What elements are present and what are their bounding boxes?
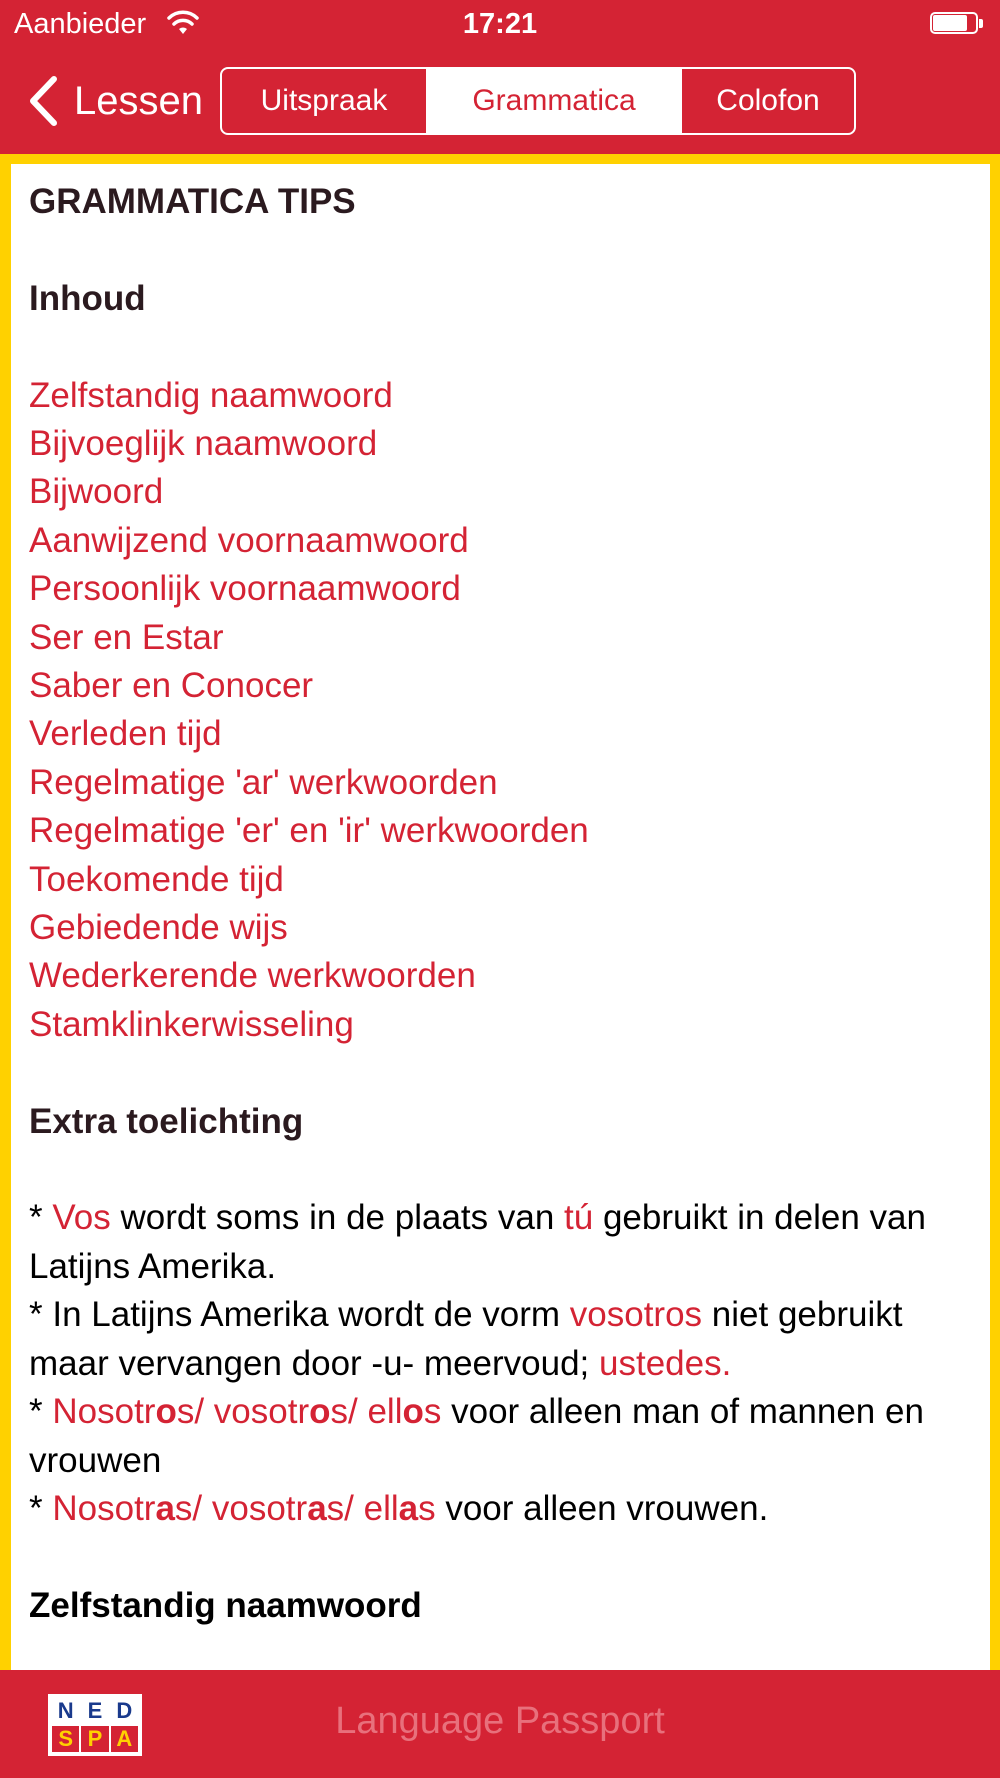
- note-vos: * Vos wordt soms in de plaats van tú gebruikt in delen van Latijns Amerika.: [29, 1198, 926, 1286]
- toc-link-saber-en-conocer[interactable]: Saber en Conocer: [29, 666, 314, 706]
- toc-link-stamklinkerwisseling[interactable]: Stamklinkerwisseling: [29, 1004, 354, 1044]
- toc-link-regelmatige-er-ir[interactable]: Regelmatige 'er' en 'ir' werkwoorden: [29, 811, 589, 851]
- content-frame: [0, 154, 1000, 1670]
- section-heading-zelfstandig-naamwoord: Zelfstandig naamwoord: [29, 1585, 422, 1625]
- note-feminine-forms: * Nosotras/ vosotras/ ellas voor alleen vrouwen.: [29, 1488, 769, 1528]
- page-title: GRAMMATICA TIPS: [29, 182, 356, 221]
- brand-title: Language Passport: [335, 1700, 665, 1742]
- toc-link-toekomende-tijd[interactable]: Toekomende tijd: [29, 859, 284, 899]
- chevron-left-icon: [28, 76, 58, 126]
- toc-link-zelfstandig-naamwoord[interactable]: Zelfstandig naamwoord: [29, 375, 393, 415]
- segment-grammatica[interactable]: Grammatica: [426, 69, 680, 133]
- logo-letter: A: [111, 1726, 138, 1752]
- logo-letter: E: [81, 1698, 108, 1724]
- back-button-label: Lessen: [74, 78, 203, 123]
- battery-icon: [930, 12, 984, 36]
- content-scroll-area[interactable]: [11, 164, 990, 1670]
- toc-link-wederkerende-werkwoorden[interactable]: Wederkerende werkwoorden: [29, 956, 476, 996]
- extra-heading: Extra toelichting: [29, 1101, 304, 1141]
- back-button[interactable]: [28, 70, 203, 132]
- toc-link-verleden-tijd[interactable]: Verleden tijd: [29, 714, 222, 754]
- toc-list: [29, 372, 972, 1050]
- toc-link-bijvoeglijk-naamwoord[interactable]: Bijvoeglijk naamwoord: [29, 424, 378, 463]
- segment-colofon[interactable]: Colofon: [680, 69, 854, 133]
- toc-link-ser-en-estar[interactable]: Ser en Estar: [29, 617, 224, 657]
- segmented-control: [220, 67, 856, 135]
- navigation-bar: [0, 50, 1000, 154]
- toc-link-persoonlijk-voornaamwoord[interactable]: Persoonlijk voornaamwoord: [29, 569, 461, 609]
- status-bar: [0, 0, 1000, 50]
- toc-link-regelmatige-ar[interactable]: Regelmatige 'ar' werkwoorden: [29, 762, 498, 802]
- note-masculine-forms: * Nosotros/ vosotros/ ellos voor alleen man of mannen en vrouwen: [29, 1392, 924, 1480]
- logo-letter: D: [111, 1698, 138, 1724]
- carrier-label: Aanbieder: [14, 8, 147, 40]
- toc-link-gebiedende-wijs[interactable]: Gebiedende wijs: [29, 908, 288, 948]
- segment-uitspraak[interactable]: Uitspraak: [260, 84, 388, 117]
- logo-letter: S: [52, 1726, 79, 1752]
- toc-link-aanwijzend-voornaamwoord[interactable]: Aanwijzend voornaamwoord: [29, 520, 469, 560]
- note-vosotros: * In Latijns Amerika wordt de vorm vosotros niet gebruikt maar vervangen door -u- meervoud; ustedes.: [29, 1295, 903, 1383]
- clock: 17:21: [462, 8, 538, 40]
- logo-letter: N: [52, 1698, 79, 1724]
- toc-link-bijwoord[interactable]: Bijwoord: [29, 472, 164, 512]
- logo-letter: P: [81, 1726, 108, 1752]
- bottom-bar: [0, 1670, 1000, 1778]
- toc-heading: Inhoud: [29, 278, 146, 318]
